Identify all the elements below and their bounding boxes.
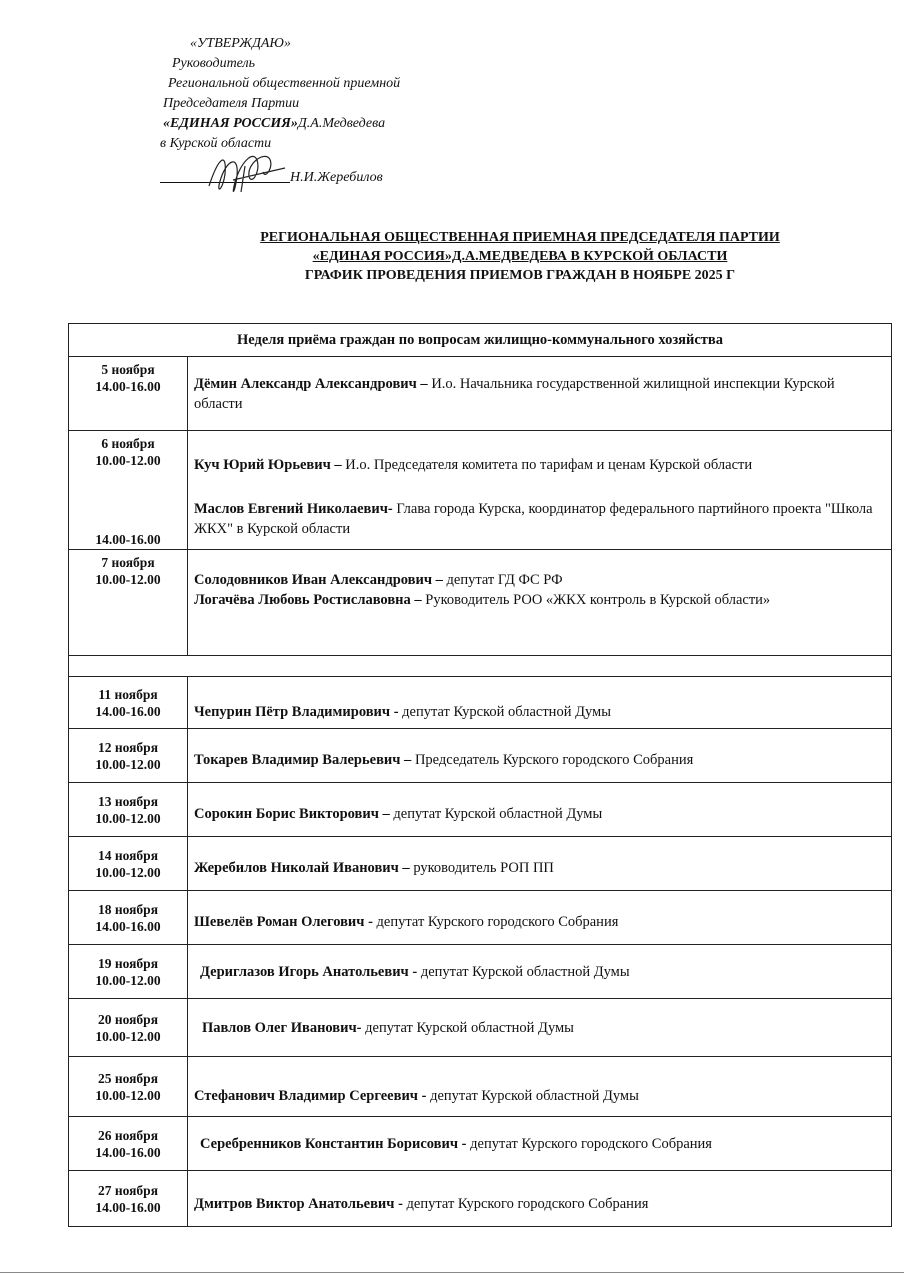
approval-org-line-rest: Д.А.Медведева	[297, 116, 386, 131]
person-cell: Дёмин Александр Александрович – И.о. Начальника государственной жилищной инспекции Курской области	[188, 357, 892, 431]
table-row	[69, 783, 892, 837]
heading-line: РЕГИОНАЛЬНАЯ ОБЩЕСТВЕННАЯ ПРИЕМНАЯ ПРЕДСЕДАТЕЛЯ ПАРТИИ	[260, 230, 780, 245]
table-row	[69, 550, 892, 656]
table-spacer-row	[69, 656, 892, 677]
person-cell: Павлов Олег Иванович- депутат Курской областной Думы	[188, 999, 892, 1057]
person-cell	[188, 550, 892, 656]
table-row	[69, 945, 892, 999]
table-row	[69, 837, 892, 891]
person-cell: Дмитров Виктор Анатольевич - депутат Курского городского Собрания	[188, 1171, 892, 1227]
page-edge-line	[0, 1272, 904, 1273]
person-cell: Дериглазов Игорь Анатольевич - депутат Курской областной Думы	[188, 945, 892, 999]
date-cell: 7 ноября 10.00-12.00	[69, 550, 188, 656]
approval-org-line: Председателя Партии	[163, 96, 300, 111]
approval-block	[160, 34, 400, 198]
approval-position: Руководитель	[172, 56, 256, 71]
date-cell: 12 ноября 10.00-12.00	[69, 729, 188, 783]
person-cell	[188, 431, 892, 550]
date-cell: 6 ноября 10.00-12.00 14.00-16.00	[69, 431, 188, 550]
date-cell: 13 ноября 10.00-12.00	[69, 783, 188, 837]
date-cell: 27 ноября 14.00-16.00	[69, 1171, 188, 1227]
date-cell: 20 ноября 10.00-12.00	[69, 999, 188, 1057]
table-row	[69, 357, 892, 431]
document-heading	[140, 228, 900, 285]
person-entry: Солодовников Иван Александрович – депутат ГД ФС РФ	[194, 572, 563, 588]
person-entry: Маслов Евгений Николаевич- Глава города Курска, координатор федерального партийного проекта "Школа ЖКХ" в Курской области	[194, 501, 873, 537]
heading-line: «ЕДИНАЯ РОССИЯ»Д.А.МЕДВЕДЕВА В КУРСКОЙ ОБЛАСТИ	[312, 249, 728, 264]
signature-icon	[205, 146, 295, 204]
table-row	[69, 431, 892, 550]
table-row	[69, 677, 892, 729]
table-row	[69, 729, 892, 783]
date-cell: 25 ноября 10.00-12.00	[69, 1057, 188, 1117]
table-row	[69, 999, 892, 1057]
approval-region: в Курской области	[160, 136, 272, 151]
person-cell: Жеребилов Николай Иванович – руководитель РОП ПП	[188, 837, 892, 891]
table-row	[69, 1057, 892, 1117]
table-row	[69, 891, 892, 945]
date-cell: 11 ноября 14.00-16.00	[69, 677, 188, 729]
table-row	[69, 1171, 892, 1227]
date-cell: 18 ноября 14.00-16.00	[69, 891, 188, 945]
person-cell: Сорокин Борис Викторович – депутат Курской областной Думы	[188, 783, 892, 837]
heading-line: ГРАФИК ПРОВЕДЕНИЯ ПРИЕМОВ ГРАЖДАН В НОЯБРЕ 2025 Г	[304, 268, 736, 283]
person-cell: Стефанович Владимир Сергеевич - депутат Курской областной Думы	[188, 1057, 892, 1117]
approval-title: «УТВЕРЖДАЮ»	[190, 36, 291, 51]
person-entry: Куч Юрий Юрьевич – И.о. Председателя комитета по тарифам и ценам Курской области	[194, 457, 753, 473]
table-row	[69, 1117, 892, 1171]
date-cell: 19 ноября 10.00-12.00	[69, 945, 188, 999]
person-cell: Чепурин Пётр Владимирович - депутат Курской областной Думы	[188, 677, 892, 729]
date-cell: 26 ноября 14.00-16.00	[69, 1117, 188, 1171]
schedule-table	[68, 323, 892, 1227]
person-cell: Серебренников Константин Борисович - депутат Курского городского Собрания	[188, 1117, 892, 1171]
week-header: Неделя приёма граждан по вопросам жилищно-коммунального хозяйства	[69, 324, 892, 357]
person-entry: Логачёва Любовь Ростиславовна – Руководитель РОО «ЖКХ контроль в Курской области»	[194, 592, 771, 608]
approval-org-line: Региональной общественной приемной	[168, 76, 401, 91]
date-cell: 14 ноября 10.00-12.00	[69, 837, 188, 891]
date-cell: 5 ноября 14.00-16.00	[69, 357, 188, 431]
signature-row	[160, 154, 400, 198]
person-cell: Токарев Владимир Валерьевич – Председатель Курского городского Собрания	[188, 729, 892, 783]
person-cell: Шевелёв Роман Олегович - депутат Курского городского Собрания	[188, 891, 892, 945]
party-name: «ЕДИНАЯ РОССИЯ»	[163, 116, 298, 131]
signer-name: Н.И.Жеребилов	[290, 170, 383, 185]
approval-org-line	[160, 114, 400, 134]
